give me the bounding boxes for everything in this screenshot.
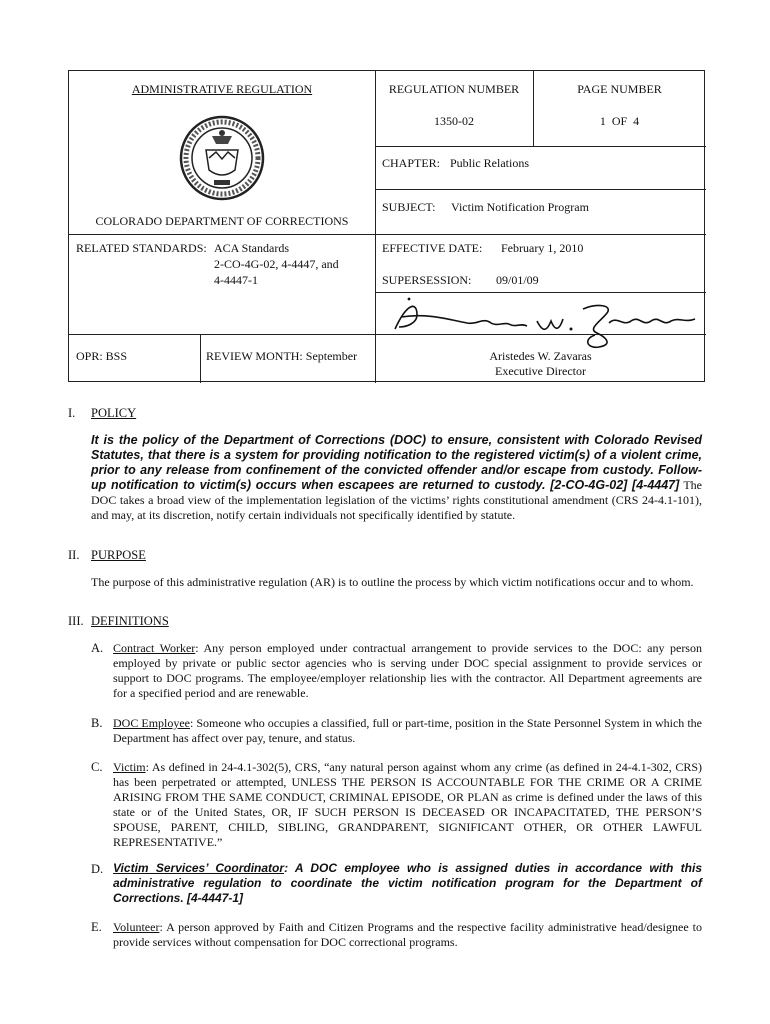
policy-text: The DOC takes a broad view of the implementation legislation of the victims’ rights constitutional amendment (CRS 24-4.1-101), and may, at its discretion, notify certain individuals not specifically identified by statute.: [91, 478, 702, 522]
director-title: Executive Director: [495, 364, 586, 378]
definition-victim-services-coordinator: [113, 861, 702, 906]
definition-victim: [113, 760, 702, 850]
definition-term: DOC Employee: [113, 716, 191, 730]
definition-doc-employee: [113, 716, 702, 746]
policy-paragraph: [91, 433, 702, 523]
definition-text: : Someone who occupies a classified, full or part-time, position in the State Personnel System in which the Department has affect over pay, tenure, and status.: [113, 716, 702, 745]
definition-letter: C.: [91, 760, 103, 774]
definition-letter: E.: [91, 920, 102, 934]
related-standards-label: RELATED STANDARDS:: [76, 241, 207, 255]
page-number-label: PAGE NUMBER: [577, 82, 662, 96]
definition-letter: D.: [91, 862, 104, 876]
definition-term: Victim: [113, 760, 146, 774]
definition-text: : Any person employed under contractual arrangement to provide services to the DOC: any person employed by private or public sector agencies who is serving under DOC special assignment to provide services or support to DOC programs. The employee/employer relationship lies with the contractor. All Department agreements are for a specified period and are renewable.: [113, 641, 702, 700]
supersession-date: 09/01/09: [496, 273, 539, 287]
definition-text: : A person approved by Faith and Citizen Programs and the respective facility administrative head/designee to provide services without compensation for DOC correctional programs.: [113, 920, 702, 949]
definition-text: : A DOC employee who is assigned duties in accordance with this administrative regulation to coordinate the victim notification program for the Department of Corrections. [4-4447-1]: [113, 861, 702, 905]
section-heading-purpose: PURPOSE: [91, 548, 146, 562]
regulation-header-table: [68, 70, 705, 382]
definition-term: Victim Services’ Coordinator: [113, 861, 285, 875]
divider: [69, 234, 706, 235]
definition-term: Contract Worker: [113, 641, 196, 655]
reg-number-label: REGULATION NUMBER: [388, 82, 520, 96]
supersession-label: SUPERSESSION:: [382, 273, 472, 287]
related-standards-line2: 2-CO-4G-02, 4-4447, and: [214, 257, 339, 271]
admin-reg-label: ADMINISTRATIVE REGULATION: [131, 82, 313, 96]
section-number: I.: [68, 406, 76, 420]
divider: [200, 334, 201, 383]
related-standards-line1: ACA Standards: [214, 241, 289, 255]
definition-term: Volunteer: [113, 920, 160, 934]
definition-letter: B.: [91, 716, 103, 730]
section-number: II.: [68, 548, 80, 562]
review-month: REVIEW MONTH: September: [206, 349, 358, 363]
purpose-text: The purpose of this administrative regulation (AR) is to outline the process by which victim notifications occur and to whom.: [91, 575, 694, 589]
page-number: 1 OF 4: [599, 114, 640, 128]
section-number: III.: [68, 614, 84, 628]
chapter-label: CHAPTER:: [382, 156, 441, 170]
effective-date: February 1, 2010: [501, 241, 584, 255]
section-heading-policy: POLICY: [91, 406, 137, 420]
definition-text: : As defined in 24-4.1-302(5), CRS, “any natural person against whom any crime (as defined in 24-4.1-302, CRS) has been perpetrated or attempted, UNLESS THE PERSON IS ACCOUNTABLE FOR THE CRIME OR A CRIME ARISING FROM THE SAME CONDUCT, CRIMINAL EPISODE, OR PLAN as crime is defined under the laws of this state or of the United States, OR, IF SUCH PERSON IS DECEASED OR INCAPACITATED, THE PERSON’S SPOUSE, PARENT, CHILD, SIBLING, GRANDPARENT, SIGNIFICANT OTHER, OR OTHER LAWFUL REPRESENTATIVE.”: [113, 760, 702, 849]
related-standards-line3: 4-4447-1: [214, 273, 258, 287]
divider: [375, 189, 706, 190]
colorado-seal-icon: [178, 114, 266, 202]
subject-value: Victim Notification Program: [451, 200, 589, 214]
section-heading-definitions: DEFINITIONS: [91, 614, 169, 628]
divider: [375, 146, 706, 147]
subject-label: SUBJECT:: [382, 200, 436, 214]
chapter-value: Public Relations: [450, 156, 529, 170]
director-name: Aristedes W. Zavaras: [489, 349, 592, 363]
reg-number: 1350-02: [434, 114, 474, 128]
definition-letter: A.: [91, 641, 104, 655]
definition-contract-worker: [113, 641, 702, 701]
definition-volunteer: [113, 920, 702, 950]
opr-label: OPR: BSS: [76, 349, 128, 363]
department-name: COLORADO DEPARTMENT OF CORRECTIONS: [95, 214, 349, 228]
director-signature: [387, 293, 701, 351]
policy-statement: It is the policy of the Department of Corrections (DOC) to ensure, consistent with Colorado Revised Statutes, that there is a system for providing notification to the registered victim(s) of a violent crime, prior to any release from confinement of the convicted offender and/or escape from custody. Follow-up notification to victim(s) occurs when escapees are returned to custody. [2-CO-4G-02] [4-4447]: [91, 433, 702, 492]
effective-date-label: EFFECTIVE DATE:: [382, 241, 483, 255]
